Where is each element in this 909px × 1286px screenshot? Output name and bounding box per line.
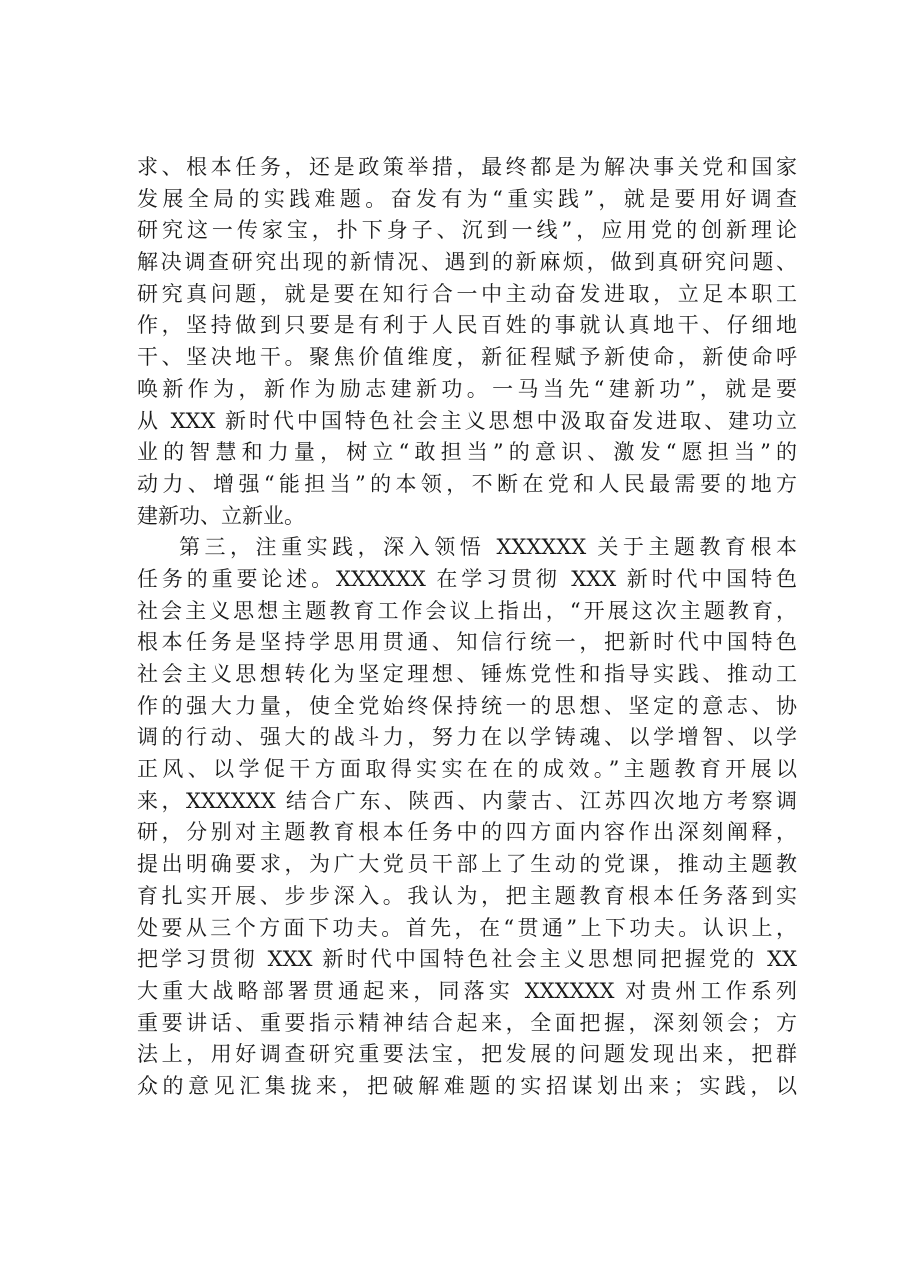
text-line: 提出明确要求，为广大党员干部上了生动的党课，推动主题教 xyxy=(137,852,797,877)
text-line: 调的行动、强大的战斗力，努力在以学铸魂、以学增智、以学 xyxy=(137,725,797,750)
text-line: 研究真问题，就是要在知行合一中主动奋发进取，立足本职工 xyxy=(137,281,797,306)
text-line: 正风、以学促干方面取得实实在在的成效。”主题教育开展以 xyxy=(137,757,797,782)
text-line: 作的强大力量，使全党始终保持统一的思想、坚定的意志、协 xyxy=(137,693,797,718)
text-line: 众的意见汇集拢来，把破解难题的实招谋划出来；实践，以 xyxy=(137,1073,797,1098)
text-line: 重要讲话、重要指示精神结合起来，全面把握，深刻领会；方 xyxy=(137,1010,797,1035)
text-line: 解决调查研究出现的新情况、遇到的新麻烦，做到真研究问题、 xyxy=(137,250,797,275)
text-line: 法上，用好调查研究重要法宝，把发展的问题发现出来，把群 xyxy=(137,1042,797,1067)
text-line: 处要从三个方面下功夫。首先，在“贯通”上下功夫。认识上， xyxy=(137,915,797,940)
text-line: 育扎实开展、步步深入。我认为，把主题教育根本任务落到实 xyxy=(137,883,797,908)
text-line: 任务的重要论述。XXXXXX 在学习贯彻 XXX 新时代中国特色 xyxy=(137,566,797,591)
text-line: 动力、增强“能担当”的本领，不断在党和人民最需要的地方 xyxy=(137,471,797,496)
text-line: 来，XXXXXX 结合广东、陕西、内蒙古、江苏四次地方考察调 xyxy=(137,788,797,813)
text-line: 大重大战略部署贯通起来，同落实 XXXXXX 对贵州工作系列 xyxy=(137,978,797,1003)
document-body xyxy=(137,152,797,1103)
paragraph-start-line: 第三，注重实践，深入领悟 XXXXXX 关于主题教育根本 xyxy=(179,535,797,560)
text-line: 根本任务是坚持学思用贯通、知信行统一，把新时代中国特色 xyxy=(137,630,797,655)
text-line: 研究这一传家宝，扑下身子、沉到一线”，应用党的创新理论 xyxy=(137,218,797,243)
text-line: 研，分别对主题教育根本任务中的四方面内容作出深刻阐释， xyxy=(137,820,797,845)
text-line: 求、根本任务，还是政策举措，最终都是为解决事关党和国家 xyxy=(137,155,797,179)
text-line: 唤新作为，新作为励志建新功。一马当先“建新功”，就是要 xyxy=(137,376,797,401)
text-line: 干、坚决地干。聚焦价值维度，新征程赋予新使命，新使命呼 xyxy=(137,345,797,370)
text-line: 发展全局的实践难题。奋发有为“重实践”，就是要用好调查 xyxy=(137,186,797,211)
text-line: 建新功、立新业。 xyxy=(137,503,305,528)
text-line: 业的智慧和力量，树立“敢担当”的意识、激发“愿担当”的 xyxy=(137,440,797,465)
text-line: 社会主义思想主题教育工作会议上指出，“开展这次主题教育， xyxy=(137,598,797,623)
text-line: 社会主义思想转化为坚定理想、锤炼党性和指导实践、推动工 xyxy=(137,662,797,686)
text-line: 从 XXX 新时代中国特色社会主义思想中汲取奋发进取、建功立 xyxy=(137,408,797,433)
text-line: 把学习贯彻 XXX 新时代中国特色社会主义思想同把握党的 XX xyxy=(137,947,797,972)
text-line: 作，坚持做到只要是有利于人民百姓的事就认真地干、仔细地 xyxy=(137,313,797,338)
